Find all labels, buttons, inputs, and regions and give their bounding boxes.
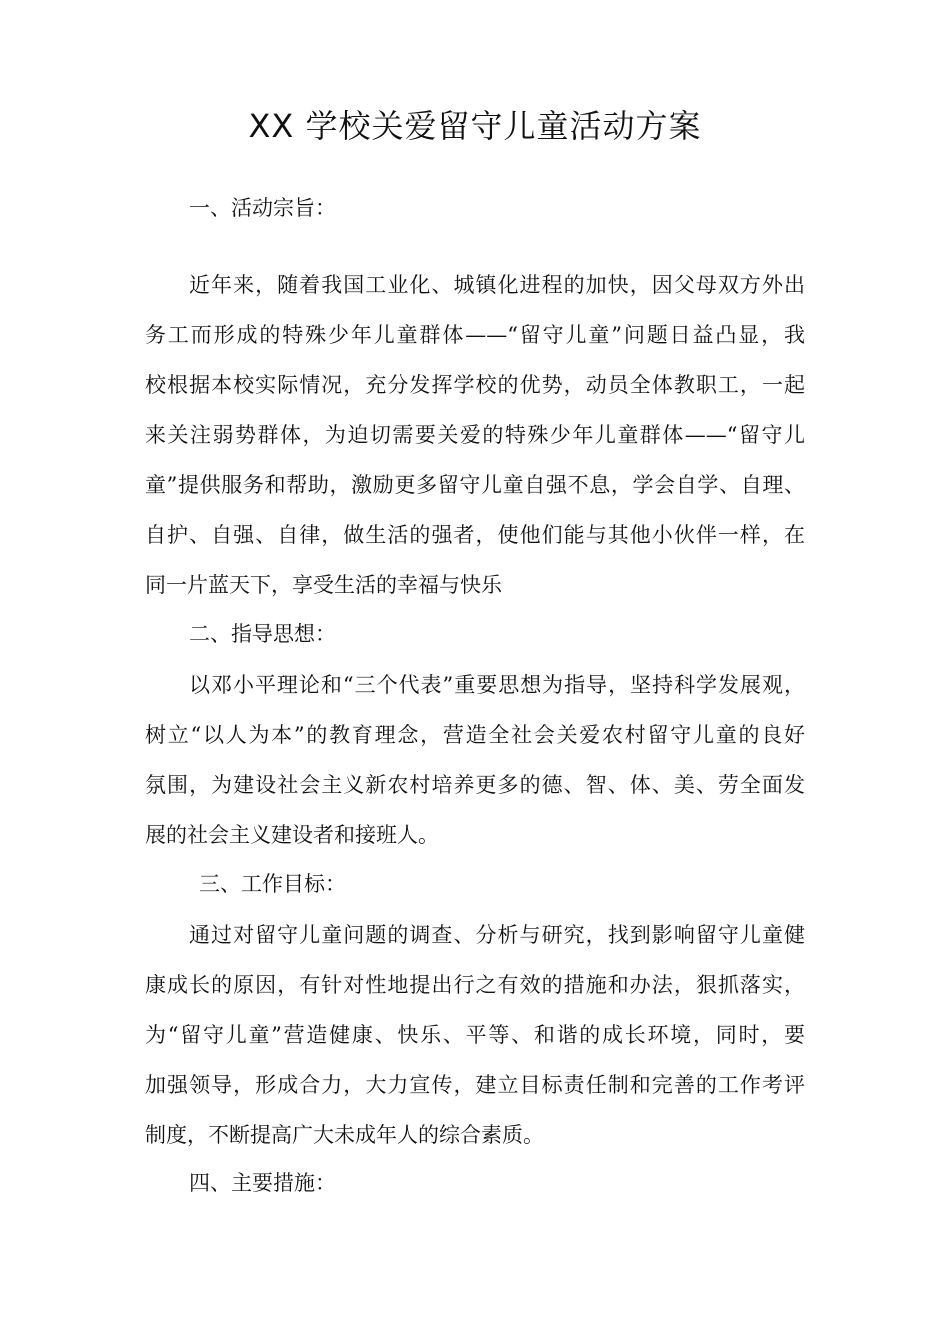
paragraph-line: 来关注弱势群体，为迫切需要关爱的特殊少年儿童群体——“留守儿 bbox=[145, 423, 805, 447]
paragraph-line: 自护、自强、自律，做生活的强者，使他们能与其他小伙伴一样，在 bbox=[145, 523, 805, 547]
paragraph-line: 展的社会主义建设者和接班人。 bbox=[145, 823, 439, 847]
paragraph-line: 康成长的原因，有针对性地提出行之有效的措施和办法，狠抓落实， bbox=[145, 973, 805, 997]
paragraph-line: 同一片蓝天下，享受生活的幸福与快乐 bbox=[145, 573, 502, 597]
paragraph-line: 近年来，随着我国工业化、城镇化进程的加快，因父母双方外出 bbox=[189, 273, 805, 297]
paragraph-line: 校根据本校实际情况，充分发挥学校的优势，动员全体教职工，一起 bbox=[145, 373, 805, 397]
paragraph-line: 为“留守儿童”营造健康、快乐、平等、和谐的成长环境，同时，要 bbox=[145, 1023, 805, 1047]
section-heading-4: 四、主要措施： bbox=[189, 1171, 336, 1195]
section-heading-3: 三、工作目标： bbox=[199, 872, 346, 896]
paragraph-line: 通过对留守儿童问题的调查、分析与研究，找到影响留守儿童健 bbox=[189, 923, 805, 947]
paragraph-line: 氛围，为建设社会主义新农村培养更多的德、智、体、美、劳全面发 bbox=[145, 773, 805, 797]
paragraph-line: 树立“以人为本”的教育理念，营造全社会关爱农村留守儿童的良好 bbox=[145, 723, 805, 747]
paragraph-line: 务工而形成的特殊少年儿童群体——“留守儿童”问题日益凸显，我 bbox=[145, 323, 805, 347]
section-heading-2: 二、指导思想： bbox=[189, 622, 336, 646]
paragraph-line: 童”提供服务和帮助，激励更多留守儿童自强不息，学会自学、自理、 bbox=[145, 473, 805, 497]
section-heading-1: 一、活动宗旨： bbox=[189, 196, 336, 220]
paragraph-line: 以邓小平理论和“三个代表”重要思想为指导，坚持科学发展观， bbox=[189, 673, 805, 697]
paragraph-line: 制度，不断提高广大未成年人的综合素质。 bbox=[145, 1123, 544, 1147]
document-title: XX 学校关爱留守儿童活动方案 bbox=[248, 107, 702, 145]
paragraph-line: 加强领导，形成合力，大力宣传，建立目标责任制和完善的工作考评 bbox=[145, 1073, 805, 1097]
